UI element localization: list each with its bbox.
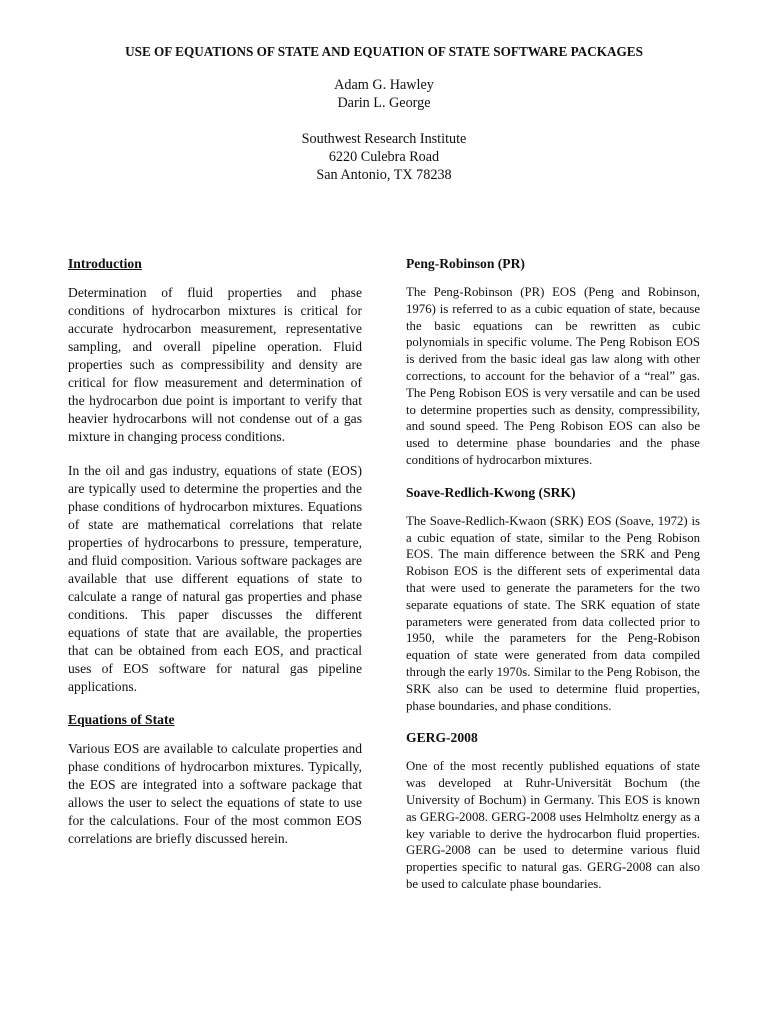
introduction-paragraph-1: Determination of fluid properties and phase conditions of hydrocarbon mixtures is critical for accurate hydrocarbon measurement, representative sampling, and overall pipeline operation. Fluid properties such as compressibility and density are critical for flow measurement and determination of the hydrocarbon due point is important to verify that heavier hydrocarbons will not condense out of a gas mixture in changing process conditions. <box>68 285 362 444</box>
peng-robinson-paragraph: The Peng-Robinson (PR) EOS (Peng and Robinson, 1976) is referred to as a cubic equation of state, because the basic equations can be rewritten as cubic polynomials in specific volume. The Peng Robison EOS is derived from the basic ideal gas law along with other corrections, to account for the behavior of a “real” gas. The Peng Robison EOS is very versatile and can be used to determine properties such as density, compressibility, and sound speed. The Peng Robison EOS can also be used to determine phase boundaries and the phase conditions of hydrocarbon mixtures. <box>406 285 700 467</box>
srk-paragraph: The Soave-Redlich-Kwaon (SRK) EOS (Soave, 1972) is a cubic equation of state, similar to the Peng Robison EOS. The main difference between the SRK and Peng Robison EOS is the different sets of experimental data that were used to generate the parameters for the two separate equations of state. The SRK equation of state parameters were generated from data collected prior to 1950, while the parameters for the Peng-Robison equation of state were generated from data compiled through the early 1970s. Similar to the Peng Robison, the SRK also can be used to determine fluid properties, phase boundaries, and phase conditions. <box>406 513 700 713</box>
affiliation-line: 6220 Culebra Road <box>328 149 440 165</box>
section-heading-gerg-2008: GERG-2008 <box>406 730 478 746</box>
author-name: Adam G. Hawley <box>334 77 434 93</box>
right-column <box>406 255 700 893</box>
author-block <box>0 76 768 112</box>
affiliation-block <box>0 130 768 184</box>
author-name: Darin L. George <box>337 95 431 111</box>
section-heading-srk: Soave-Redlich-Kwong (SRK) <box>406 484 576 500</box>
gerg-2008-paragraph: One of the most recently published equations of state was developed at Ruhr-Universität Bochum (the University of Bochum) in Germany. This EOS is known as GERG-2008. GERG-2008 uses Helmholtz energy as a key variable to derive the hydrocarbon fluid properties. GERG-2008 can be used to determine various fluid properties specific to natural gas. GERG-2008 can also be used to calculate phase boundaries. <box>406 759 700 891</box>
affiliation-line: San Antonio, TX 78238 <box>316 167 452 183</box>
paper-title: USE OF EQUATIONS OF STATE AND EQUATION OF STATE SOFTWARE PACKAGES <box>125 44 643 59</box>
section-heading-peng-robinson: Peng-Robinson (PR) <box>406 256 525 271</box>
section-heading-equations-of-state: Equations of State <box>68 712 175 727</box>
introduction-paragraph-2: In the oil and gas industry, equations of state (EOS) are typically used to determine the properties and the phase conditions of hydrocarbon mixtures. Equations of state are mathematical correlations that relate properties of hydrocarbons to pressure, temperature, and fluid composition. Various software packages are available that use different equations of state to calculate a range of natural gas properties and phase conditions. This paper discusses the different equations of state that are available, the properties that can be obtained from each EOS, and practical uses of EOS software for natural gas pipeline applications. <box>68 463 362 694</box>
section-heading-introduction: Introduction <box>68 256 142 271</box>
left-column <box>68 255 362 848</box>
affiliation-line: Southwest Research Institute <box>301 131 467 147</box>
equations-of-state-paragraph: Various EOS are available to calculate properties and phase conditions of hydrocarbon mixtures. Typically, the EOS are integrated into a software package that allows the user to select the equations of state to use for the calculations. Four of the most common EOS correlations are briefly discussed herein. <box>68 741 362 846</box>
